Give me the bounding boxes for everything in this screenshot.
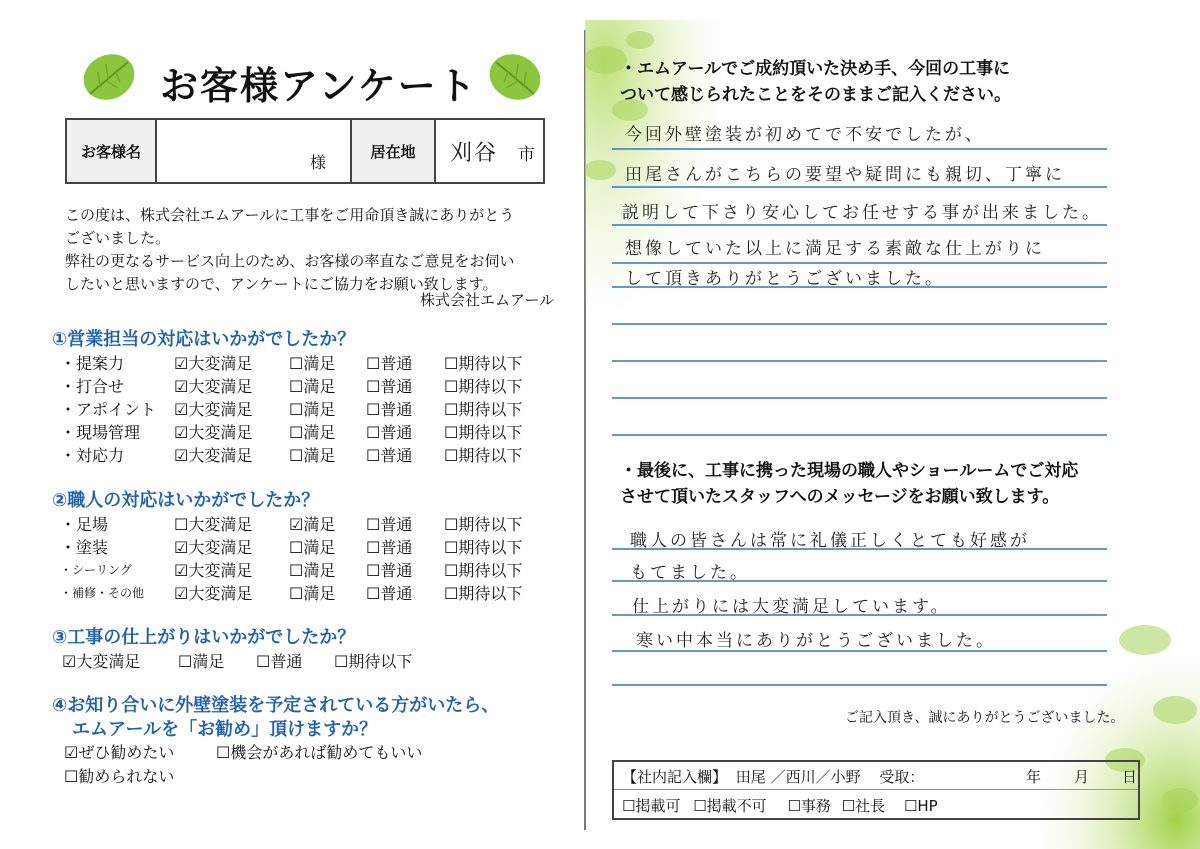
ruled-line <box>612 360 1107 362</box>
checkbox-very-satisfied[interactable]: ☑大変満足 <box>174 377 253 396</box>
checkbox-very-satisfied[interactable]: ☑大変満足 <box>174 354 253 373</box>
ruled-line <box>612 186 1107 188</box>
handwritten-line: 田尾さんがこちらの要望や疑問にも親切、丁寧に <box>625 165 1065 185</box>
page-title: お客様アンケート <box>160 64 478 108</box>
checkbox-below-expectation[interactable]: ☐期待以下 <box>444 354 523 373</box>
q1-row <box>60 443 580 465</box>
customer-name-field[interactable] <box>157 120 350 182</box>
office-line-2 <box>622 795 938 816</box>
customer-info-table <box>65 118 545 184</box>
checkbox-maybe-recommend[interactable]: ☐機会があれば勧めてもいい <box>216 743 423 762</box>
checkbox-below-expectation[interactable]: ☐期待以下 <box>444 377 523 396</box>
checkbox-satisfied[interactable]: ☐満足 <box>289 561 336 580</box>
question-3-title: ③工事の仕上がりはいかがでしたか？ <box>52 627 356 648</box>
checkbox-satisfied[interactable]: ☐満足 <box>178 652 225 671</box>
question-1-title: ①営業担当の対応はいかがでしたか？ <box>52 329 356 350</box>
checkbox-normal[interactable]: ☐普通 <box>366 538 413 557</box>
intro-text <box>65 204 555 296</box>
checkbox-president[interactable]: ☐社長 <box>841 797 886 815</box>
checkbox-below-expectation[interactable]: ☐期待以下 <box>444 423 523 442</box>
checkbox-normal[interactable]: ☐普通 <box>366 354 413 373</box>
checkbox-satisfied[interactable]: ☐満足 <box>289 354 336 373</box>
handwritten-line: 仕上がりには大変満足しています。 <box>632 597 951 617</box>
intro-line: 弊社の更なるサービス向上のため、お客様の率直なご意見をお伺い <box>65 252 515 270</box>
handwritten-line: して頂きありがとうございました。 <box>625 269 945 289</box>
handwritten-line: 職人の皆さんは常に礼儀正しくとても好感が <box>630 531 1030 551</box>
ruled-line <box>612 323 1107 325</box>
handwritten-line: もてました。 <box>630 563 750 583</box>
checkbox-normal[interactable]: ☐普通 <box>366 584 413 603</box>
q1-row <box>60 420 580 442</box>
section-2-heading <box>620 458 1120 510</box>
checkbox-satisfied[interactable]: ☑満足 <box>289 515 336 534</box>
checkbox-very-satisfied[interactable]: ☑大変満足 <box>174 561 253 580</box>
checkbox-below-expectation[interactable]: ☐期待以下 <box>444 515 523 534</box>
q2-row <box>60 535 580 557</box>
location-field[interactable] <box>436 120 543 182</box>
survey-left-panel <box>0 0 585 849</box>
location-value: 刈谷 <box>450 141 499 166</box>
office-staff: 田尾 ／西川／小野 <box>735 768 861 786</box>
ruled-line <box>612 684 1107 686</box>
intro-line: この度は、株式会社エムアールに工事をご用命頂き誠にありがとう <box>65 206 515 224</box>
q4-row <box>60 764 580 786</box>
intro-line: ございました。 <box>65 229 171 247</box>
checkbox-publish-ok[interactable]: ☐掲載可 <box>622 797 681 815</box>
row-label: ・現場管理 <box>60 423 141 442</box>
checkbox-office[interactable]: ☐事務 <box>787 797 831 815</box>
q1-row <box>60 397 580 419</box>
row-label: ・塗装 <box>60 538 109 557</box>
row-label: ・提案力 <box>60 354 125 373</box>
row-label: ・補修・その他 <box>60 586 145 600</box>
office-received-label[interactable]: 受取： <box>879 768 925 786</box>
leaf-icon <box>484 48 546 106</box>
customer-name-suffix: 様 <box>309 153 326 172</box>
checkbox-below-expectation[interactable]: ☐期待以下 <box>444 561 523 580</box>
q2-row <box>60 581 580 603</box>
q1-row <box>60 351 580 373</box>
office-use-box <box>612 760 1140 820</box>
checkbox-normal[interactable]: ☐普通 <box>366 446 413 465</box>
row-label: ・打合せ <box>60 377 125 396</box>
checkbox-very-satisfied[interactable]: ☑大変満足 <box>174 446 253 465</box>
q4-row <box>60 740 580 762</box>
checkbox-normal[interactable]: ☐普通 <box>366 515 413 534</box>
checkbox-satisfied[interactable]: ☐満足 <box>289 584 336 603</box>
row-label: ・アポイント <box>60 400 157 419</box>
checkbox-satisfied[interactable]: ☐満足 <box>289 377 336 396</box>
office-month: 月 <box>1074 768 1090 786</box>
section-1-heading <box>620 56 1120 108</box>
checkbox-satisfied[interactable]: ☐満足 <box>289 400 336 419</box>
q2-row <box>60 512 580 534</box>
ruled-line <box>612 397 1107 399</box>
customer-name-label: お客様名 <box>67 120 155 182</box>
ruled-line <box>612 434 1107 436</box>
checkbox-very-satisfied[interactable]: ☐大変満足 <box>174 515 253 534</box>
office-day: 日 <box>1122 768 1138 786</box>
checkbox-normal[interactable]: ☐普通 <box>256 652 303 671</box>
q3-row <box>60 649 580 671</box>
checkbox-very-satisfied[interactable]: ☑大変満足 <box>174 400 253 419</box>
leaf-icon <box>78 48 140 106</box>
location-suffix: 市 <box>518 145 535 165</box>
handwritten-line: 寒い中本当にありがとうございました。 <box>636 631 996 651</box>
checkbox-very-satisfied[interactable]: ☑大変満足 <box>62 652 141 671</box>
row-label: ・足場 <box>60 515 109 534</box>
office-divider <box>614 789 1138 790</box>
checkbox-very-satisfied[interactable]: ☑大変満足 <box>174 423 253 442</box>
ruled-line <box>612 224 1107 226</box>
checkbox-recommend[interactable]: ☑ぜひ勧めたい <box>64 743 175 762</box>
checkbox-below-expectation[interactable]: ☐期待以下 <box>444 538 523 557</box>
handwritten-line: 説明して下さり安心してお任せする事が出来ました。 <box>622 203 1102 223</box>
row-label: ・対応力 <box>60 446 125 465</box>
q2-row <box>60 558 580 580</box>
location-label: 居在地 <box>352 120 434 182</box>
checkbox-satisfied[interactable]: ☐満足 <box>289 538 336 557</box>
checkbox-cannot-recommend[interactable]: ☐勧められない <box>64 767 175 786</box>
checkbox-satisfied[interactable]: ☐満足 <box>289 446 336 465</box>
handwritten-line: 想像していた以上に満足する素敵な仕上がりに <box>625 239 1045 259</box>
heading-line: させて頂いたスタッフへのメッセージをお願い致します。 <box>620 487 1060 507</box>
heading-line: ・エムアールでご成約頂いた決め手、今回の工事に <box>620 59 1011 79</box>
office-label: 【社内記入欄】 <box>622 768 728 786</box>
checkbox-below-expectation[interactable]: ☐期待以下 <box>444 446 523 465</box>
checkbox-normal[interactable]: ☐普通 <box>366 400 413 419</box>
checkbox-very-satisfied[interactable]: ☑大変満足 <box>174 584 253 603</box>
intro-line: したいと思いますので、アンケートにご協力をお願い致します。 <box>65 275 498 293</box>
checkbox-hp[interactable]: ☐HP <box>903 797 938 815</box>
checkbox-below-expectation[interactable]: ☐期待以下 <box>444 584 523 603</box>
checkbox-normal[interactable]: ☐普通 <box>366 423 413 442</box>
heading-line: ・最後に、工事に携った現場の職人やショールームでご対応 <box>620 461 1079 481</box>
checkbox-publish-ng[interactable]: ☐掲載不可 <box>693 797 767 815</box>
office-line-1 <box>622 766 924 787</box>
checkbox-below-expectation[interactable]: ☐期待以下 <box>334 652 413 671</box>
office-year: 年 <box>1026 768 1042 786</box>
question-4-subtitle: エムアールを「お勧め」頂けますか？ <box>72 719 378 740</box>
question-2-title: ②職人の対応はいかがでしたか？ <box>52 490 320 511</box>
checkbox-satisfied[interactable]: ☐満足 <box>289 423 336 442</box>
heading-line: ついて感じられたことをそのままご記入ください。 <box>620 85 1011 105</box>
q1-row <box>60 374 580 396</box>
ruled-line <box>612 148 1107 150</box>
question-4-title: ④お知り合いに外壁塗装を予定されている方がいたら、 <box>52 695 500 716</box>
company-name: 株式会社エムアール <box>420 291 555 309</box>
handwritten-line: 今回外壁塗装が初めてで不安でしたが、 <box>625 125 985 145</box>
closing-text: ご記入頂き、誠にありがとうございました。 <box>845 710 1125 726</box>
row-label: ・シーリング <box>60 563 132 577</box>
checkbox-below-expectation[interactable]: ☐期待以下 <box>444 400 523 419</box>
checkbox-normal[interactable]: ☐普通 <box>366 561 413 580</box>
checkbox-very-satisfied[interactable]: ☑大変満足 <box>174 538 253 557</box>
checkbox-normal[interactable]: ☐普通 <box>366 377 413 396</box>
